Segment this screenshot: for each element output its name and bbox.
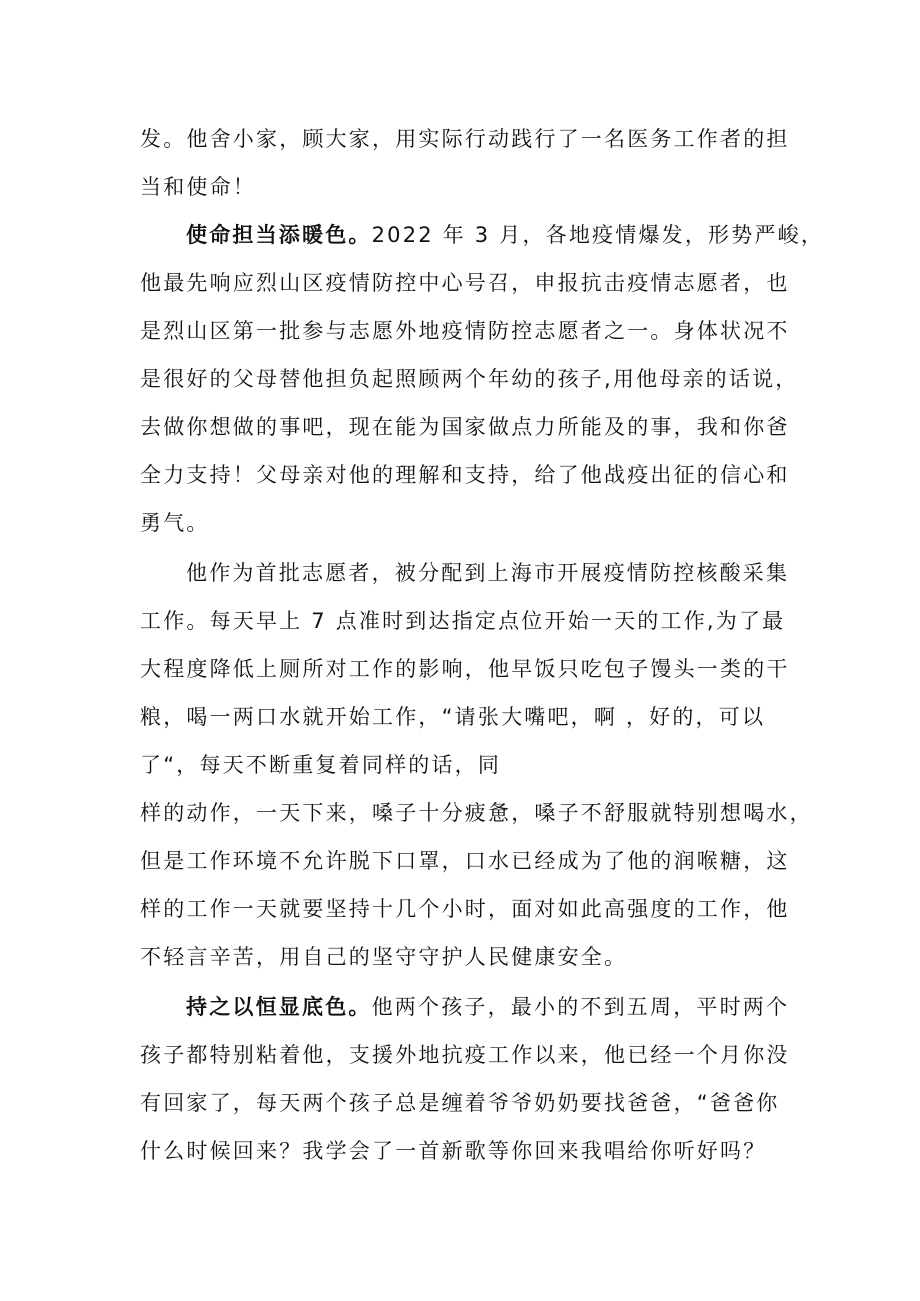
text-span: 他两个孩子，最小的不到五周，平时两个: [371, 995, 790, 1019]
text-line: 粮，喝一两口水就开始工作，“请张大嘴吧，啊 ，好的，可以: [140, 705, 766, 729]
text-line: 全力支持！父母亲对他的理解和支持，给了他战疫出征的信心和: [140, 463, 790, 487]
text-line: 孩子都特别粘着他，支援外地抗疫工作以来，他已经一个月你没: [140, 1043, 790, 1067]
text-line: 了“，每天不断重复着同样的话，同: [140, 753, 502, 777]
text-line: 有回家了，每天两个孩子总是缠着爷爷奶奶要找爸爸，“爸爸你: [140, 1091, 780, 1115]
section-heading: 使命担当添暖色。: [186, 223, 372, 247]
text-line: 样的动作，一天下来，嗓子十分疲惫，嗓子不舒服就特别想喝水，: [140, 801, 813, 825]
text-line: 是烈山区第一批参与志愿外地疫情防控志愿者之一。身体状况不: [140, 319, 790, 343]
text-line: 是很好的父母替他担负起照顾两个年幼的孩子,用他母亲的话说，: [140, 367, 799, 391]
text-line: 大程度降低上厕所对工作的影响，他早饭只吃包子馒头一类的干: [140, 657, 790, 681]
text-span: 2022 年 3 月，各地疫情爆发，形势严峻，: [371, 223, 825, 247]
text-line: 什么时候回来？我学会了一首新歌等你回来我唱给你听好吗？: [140, 1139, 767, 1163]
text-line: 他作为首批志愿者，被分配到上海市开展疫情防控核酸采集: [186, 561, 790, 585]
text-line: 工作。每天早上 7 点准时到达指定点位开始一天的工作,为了最: [140, 609, 786, 633]
text-line: 发。他舍小家，顾大家，用实际行动践行了一名医务工作者的担: [140, 127, 790, 151]
text-line: 不轻言辛苦，用自己的坚守守护人民健康安全。: [140, 945, 628, 969]
text-line: 去做你想做的事吧，现在能为国家做点力所能及的事，我和你爸: [140, 415, 790, 439]
text-line: 当和使命！: [140, 175, 256, 199]
text-line: 但是工作环境不允许脱下口罩，口水已经成为了他的润喉糖，这: [140, 849, 790, 873]
section-heading-line: [186, 220, 825, 250]
text-line: 勇气。: [140, 511, 210, 535]
text-line: 他最先响应烈山区疫情防控中心号召，申报抗击疫情志愿者，也: [140, 271, 790, 295]
text-line: 样的工作一天就要坚持十几个小时，面对如此高强度的工作，他: [140, 897, 790, 921]
section-heading-line: [186, 992, 790, 1022]
section-heading: 持之以恒显底色。: [186, 995, 372, 1019]
